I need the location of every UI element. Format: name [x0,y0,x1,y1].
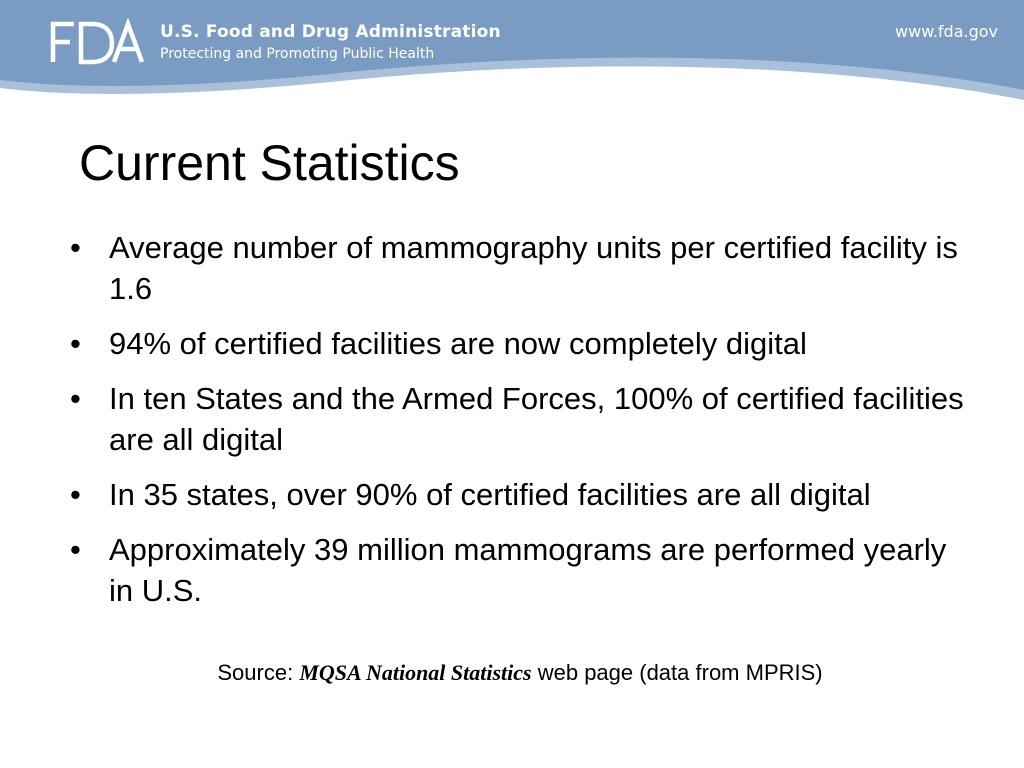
source-line [0,658,1024,688]
bullet-item [70,529,970,611]
bullet-list [70,227,970,625]
source-prefix: Source: [217,660,300,685]
fda-logo-icon [48,18,148,66]
site-url[interactable]: www.fda.gov [895,22,998,41]
bullet-dot: • [70,381,81,416]
bullet-text: 94% of certified facilities are now completely digital [109,326,807,361]
bullet-item [70,323,970,364]
header-wave [0,0,1024,120]
bullet-item [70,227,970,309]
bullet-text: In ten States and the Armed Forces, 100% of certified facilities are all digital [109,381,964,457]
bullet-text: Average number of mammography units per certified facility is 1.6 [109,230,958,306]
bullet-dot: • [70,326,81,361]
agency-tagline: Protecting and Promoting Public Health [160,46,435,62]
header-band [0,0,1024,120]
source-title: MQSA National Statistics [299,660,532,685]
bullet-dot: • [70,477,81,512]
source-suffix: web page (data from MPRIS) [531,660,823,685]
agency-name: U.S. Food and Drug Administration [160,22,501,42]
bullet-item [70,378,970,460]
bullet-dot: • [70,532,81,567]
slide-title: Current Statistics [79,135,460,191]
bullet-text: Approximately 39 million mammograms are performed yearly in U.S. [109,532,947,608]
bullet-dot: • [70,230,81,265]
bullet-text: In 35 states, over 90% of certified facilities are all digital [109,477,871,512]
bullet-item [70,474,970,515]
